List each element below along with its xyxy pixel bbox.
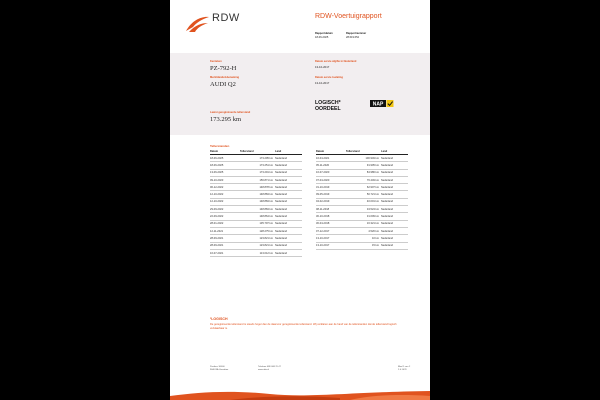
reading-value: 128.275 km — [240, 227, 275, 234]
nap-text: NAP — [372, 101, 384, 107]
reading-date: 09-10-2023 — [210, 176, 240, 183]
reading-country: Nederland — [381, 155, 408, 162]
reading-country: Nederland — [381, 235, 408, 242]
reading-country: Nederland — [275, 198, 302, 205]
reading-value: 16.321 km — [346, 220, 381, 227]
table-row — [210, 176, 302, 183]
plate-value: PZ-792-H — [210, 65, 237, 72]
footer-wave-decoration — [170, 386, 430, 400]
page-number: Blad 1 van 2 — [398, 366, 411, 368]
reading-date: 29-09-2022 — [210, 206, 240, 213]
reading-value: 76.449 km — [346, 176, 381, 183]
table-row — [316, 213, 408, 220]
reading-date: 16-04-2021 — [316, 155, 346, 162]
address-line2: 9640 RA Veendam — [210, 369, 229, 372]
first-nl-label: Datum eerste afgifte in Nederland — [315, 60, 357, 63]
reading-date: 05-11-2020 — [316, 162, 346, 169]
reading-value: 148.884 km — [240, 191, 275, 198]
logisch-footnote-title: ¹LOGISCH — [210, 317, 228, 321]
col-date: Datum — [210, 150, 240, 155]
table-row — [316, 155, 408, 162]
reading-date: 06-12-2022 — [210, 184, 240, 191]
reading-country: Nederland — [275, 220, 302, 227]
table-row — [210, 184, 302, 191]
make-value: AUDI Q2 — [210, 81, 236, 88]
reading-value: 156.871 km — [240, 176, 275, 183]
table-row — [316, 162, 408, 169]
reading-country: Nederland — [275, 213, 302, 220]
reading-date: 04-02-2019 — [316, 198, 346, 205]
reading-value: 113.012 km — [240, 249, 275, 256]
nap-check-icon — [370, 100, 394, 107]
report-title: RDW-Voertuigrapport — [315, 13, 382, 20]
reading-date: 18-06-2025 — [210, 162, 240, 169]
odometer-value: 173.295 km — [210, 116, 242, 123]
plate-label: Kenteken — [210, 60, 222, 63]
reading-country: Nederland — [381, 184, 408, 191]
table-row — [316, 184, 408, 191]
table-row — [316, 227, 408, 234]
reading-date: 30-04-2018 — [316, 220, 346, 227]
report-number: 28.619.654 — [346, 36, 359, 39]
reading-date: 12-11-2021 — [210, 227, 240, 234]
reading-date: 16-07-2021 — [210, 249, 240, 256]
reading-date: 22-09-2022 — [210, 213, 240, 220]
col-reading: Tellerstand — [240, 150, 275, 155]
reading-date: 30-10-2018 — [316, 213, 346, 220]
logisch-footnote-text: De geregistreerde tellerstand is steeds hoger dan de daarvoor geregistreerde tellerstand. Wij verklaren aan de hand van de tellerstanden dat de tellerstand logisch verklaarbaar is. — [210, 323, 397, 330]
reading-date: 13-10-2017 — [316, 242, 346, 249]
table-row — [210, 227, 302, 234]
reading-date: 18-06-2025 — [210, 155, 240, 162]
reading-date: 07-12-2017 — [316, 227, 346, 234]
contact-block — [258, 366, 281, 372]
reading-country: Nederland — [275, 169, 302, 176]
table-row — [316, 220, 408, 227]
report-date-block — [315, 32, 333, 40]
reading-value: 34.524 km — [346, 206, 381, 213]
report-page — [170, 0, 430, 400]
reading-date: 13-10-2017 — [316, 235, 346, 242]
table-row — [316, 191, 408, 198]
report-date-label: Rapportdatum — [315, 32, 333, 35]
table-row — [210, 249, 302, 256]
reading-value: 173.251 km — [240, 162, 275, 169]
reading-value: 173.291 km — [240, 169, 275, 176]
reading-value: 50.721 km — [346, 191, 381, 198]
readings-table-left — [210, 150, 302, 257]
reading-value: 148.878 km — [240, 184, 275, 191]
page-info-block — [398, 366, 410, 372]
reading-country: Nederland — [275, 191, 302, 198]
address-block — [210, 366, 228, 372]
make-label: Merk/Handelsbenaming — [210, 76, 240, 79]
reading-value: 123.821 km — [240, 235, 275, 242]
table-row — [316, 206, 408, 213]
reading-value: 31.609 km — [346, 213, 381, 220]
report-number-block — [346, 32, 366, 40]
website-line: www.rdw.nl — [258, 369, 269, 372]
reading-country: Nederland — [381, 162, 408, 169]
version: 2.0.1078 — [398, 369, 407, 372]
reading-value: 100.949 km — [346, 155, 381, 162]
reading-country: Nederland — [275, 176, 302, 183]
table-row — [316, 169, 408, 176]
reading-country: Nederland — [381, 242, 408, 249]
table-row — [316, 235, 408, 242]
reading-country: Nederland — [381, 176, 408, 183]
table-row — [210, 242, 302, 249]
table-row — [210, 213, 302, 220]
reading-country: Nederland — [381, 220, 408, 227]
first-nl-value: 13-10-2017 — [315, 65, 330, 69]
first-admission-label: Datum eerste toelating — [315, 76, 343, 79]
col-date: Datum — [316, 150, 346, 155]
brand-name: RDW — [212, 12, 240, 24]
col-country: Land — [275, 150, 302, 155]
reading-value: 4.520 km — [346, 227, 381, 234]
verdict-line1: LOGISCH* — [315, 100, 341, 106]
readings-title: Tellerstanden — [210, 144, 230, 148]
reading-country: Nederland — [381, 213, 408, 220]
table-row — [210, 198, 302, 205]
reading-date: 07-04-2020 — [316, 176, 346, 183]
reading-value: 62.907 km — [346, 184, 381, 191]
reading-value: 135.797 km — [240, 220, 275, 227]
reading-country: Nederland — [275, 162, 302, 169]
reading-date: 12-10-2022 — [210, 198, 240, 205]
reading-country: Nederland — [275, 206, 302, 213]
reading-date: 09-05-2019 — [316, 191, 346, 198]
rdw-logo-icon — [184, 14, 210, 34]
table-row — [210, 220, 302, 227]
reading-date: 28-09-2021 — [210, 235, 240, 242]
phone-line: Telefoon 088 008 70 47 — [258, 366, 281, 368]
reading-value: 148.884 km — [240, 198, 275, 205]
reading-date: 12-10-2022 — [210, 191, 240, 198]
reading-country: Nederland — [275, 242, 302, 249]
table-row — [210, 206, 302, 213]
reading-value: 148.864 km — [240, 213, 275, 220]
reading-country: Nederland — [381, 206, 408, 213]
verdict — [315, 100, 341, 112]
reading-country: Nederland — [275, 184, 302, 191]
table-row — [210, 155, 302, 162]
table-row — [210, 235, 302, 242]
reading-date: 28-01-2022 — [210, 220, 240, 227]
reading-date: 16-07-2020 — [316, 169, 346, 176]
reading-country: Nederland — [275, 235, 302, 242]
report-number-label: Rapportnummer — [346, 32, 367, 35]
report-date: 18-06-2025 — [315, 36, 329, 39]
table-row — [316, 198, 408, 205]
reading-country: Nederland — [381, 191, 408, 198]
reading-value: 91.905 km — [346, 162, 381, 169]
vehicle-panel — [170, 53, 430, 135]
first-admission-value: 13-10-2017 — [315, 81, 330, 85]
col-reading: Tellerstand — [346, 150, 381, 155]
reading-value: 84.986 km — [346, 169, 381, 176]
odometer-label: Laatst geregistreerde tellerstand — [210, 111, 251, 114]
reading-country: Nederland — [275, 155, 302, 162]
reading-date: 28-09-2021 — [210, 242, 240, 249]
reading-country: Nederland — [381, 198, 408, 205]
reading-date: 13-06-2025 — [210, 169, 240, 176]
reading-value: 148.884 km — [240, 206, 275, 213]
table-row — [210, 169, 302, 176]
reading-date: 31-10-2019 — [316, 184, 346, 191]
verdict-line2: OORDEEL — [315, 106, 341, 112]
address-line1: Postbus 30000 — [210, 366, 225, 368]
reading-country: Nederland — [381, 227, 408, 234]
col-country: Land — [381, 150, 408, 155]
reading-date: 08-11-2018 — [316, 206, 346, 213]
reading-value: 123.821 km — [240, 242, 275, 249]
reading-value: 15 km — [346, 242, 381, 249]
reading-country: Nederland — [381, 169, 408, 176]
table-row — [210, 191, 302, 198]
reading-country: Nederland — [275, 227, 302, 234]
readings-table-right — [316, 150, 408, 250]
reading-value: 40.001 km — [346, 198, 381, 205]
table-row — [316, 242, 408, 249]
table-row — [316, 176, 408, 183]
reading-value: 173.295 km — [240, 155, 275, 162]
reading-country: Nederland — [275, 249, 302, 256]
reading-value: 10 km — [346, 235, 381, 242]
table-row — [210, 162, 302, 169]
